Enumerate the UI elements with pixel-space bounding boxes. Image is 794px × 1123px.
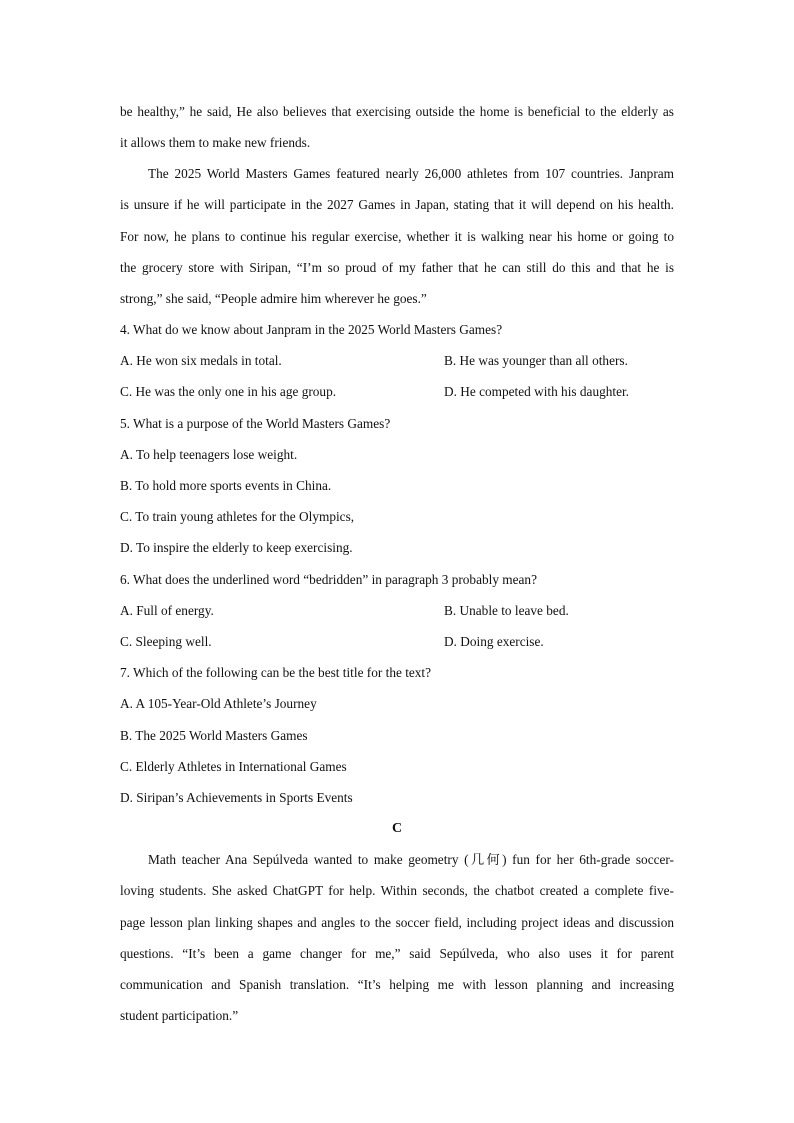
passage-line: page lesson plan linking shapes and angles to the soccer field, including project ideas and discussion [120, 915, 674, 930]
option-d: D. Siripan’s Achievements in Sports Events [120, 790, 353, 805]
option-a: A. He won six medals in total. [120, 353, 282, 368]
option-c: C. Sleeping well. [120, 634, 212, 649]
option-b: B. He was younger than all others. [444, 353, 628, 368]
question-stem: 4. What do we know about Janpram in the 2025 World Masters Games? [120, 322, 503, 337]
passage-line: the grocery store with Siripan, “I’m so proud of my father that he can still do this and that he is [120, 260, 674, 275]
passage-line: For now, he plans to continue his regular exercise, whether it is walking near his home or going to [120, 229, 674, 244]
passage-line: strong,” she said, “People admire him wherever he goes.” [120, 291, 427, 306]
option-d: D. To inspire the elderly to keep exercising. [120, 540, 353, 555]
passage-line: The 2025 World Masters Games featured nearly 26,000 athletes from 107 countries. Janpram [148, 166, 674, 181]
passage-line: communication and Spanish translation. “It’s helping me with lesson planning and increasing [120, 977, 674, 992]
option-b: B. Unable to leave bed. [444, 603, 569, 618]
option-c: C. He was the only one in his age group. [120, 384, 337, 399]
passage-line: student participation.” [120, 1008, 239, 1023]
option-b: B. The 2025 World Masters Games [120, 728, 308, 743]
option-a: A. A 105-Year-Old Athlete’s Journey [120, 696, 317, 711]
passage-line: be healthy,” he said, He also believes that exercising outside the home is beneficial to the elderly as [120, 104, 674, 119]
passage-line: is unsure if he will participate in the 2027 Games in Japan, stating that it will depend on his health. [120, 197, 674, 212]
passage-line: Math teacher Ana Sepúlveda wanted to make geometry (几何) fun for her 6th-grade soccer- [148, 852, 674, 867]
passage-line: loving students. She asked ChatGPT for help. Within seconds, the chatbot created a complete five- [120, 883, 674, 898]
option-a: A. To help teenagers lose weight. [120, 447, 298, 462]
question-stem: 7. Which of the following can be the best title for the text? [120, 665, 432, 680]
option-c: C. To train young athletes for the Olympics, [120, 509, 355, 524]
option-d: D. Doing exercise. [444, 634, 544, 649]
option-b: B. To hold more sports events in China. [120, 478, 332, 493]
question-stem: 5. What is a purpose of the World Masters Games? [120, 416, 391, 431]
section-heading: C [391, 821, 403, 836]
option-c: C. Elderly Athletes in International Games [120, 759, 347, 774]
question-stem: 6. What does the underlined word “bedridden” in paragraph 3 probably mean? [120, 572, 537, 587]
option-a: A. Full of energy. [120, 603, 214, 618]
passage-line: it allows them to make new friends. [120, 135, 311, 150]
option-d: D. He competed with his daughter. [444, 384, 630, 399]
passage-line: questions. “It’s been a game changer for me,” said Sepúlveda, who also uses it for parent [120, 946, 674, 961]
